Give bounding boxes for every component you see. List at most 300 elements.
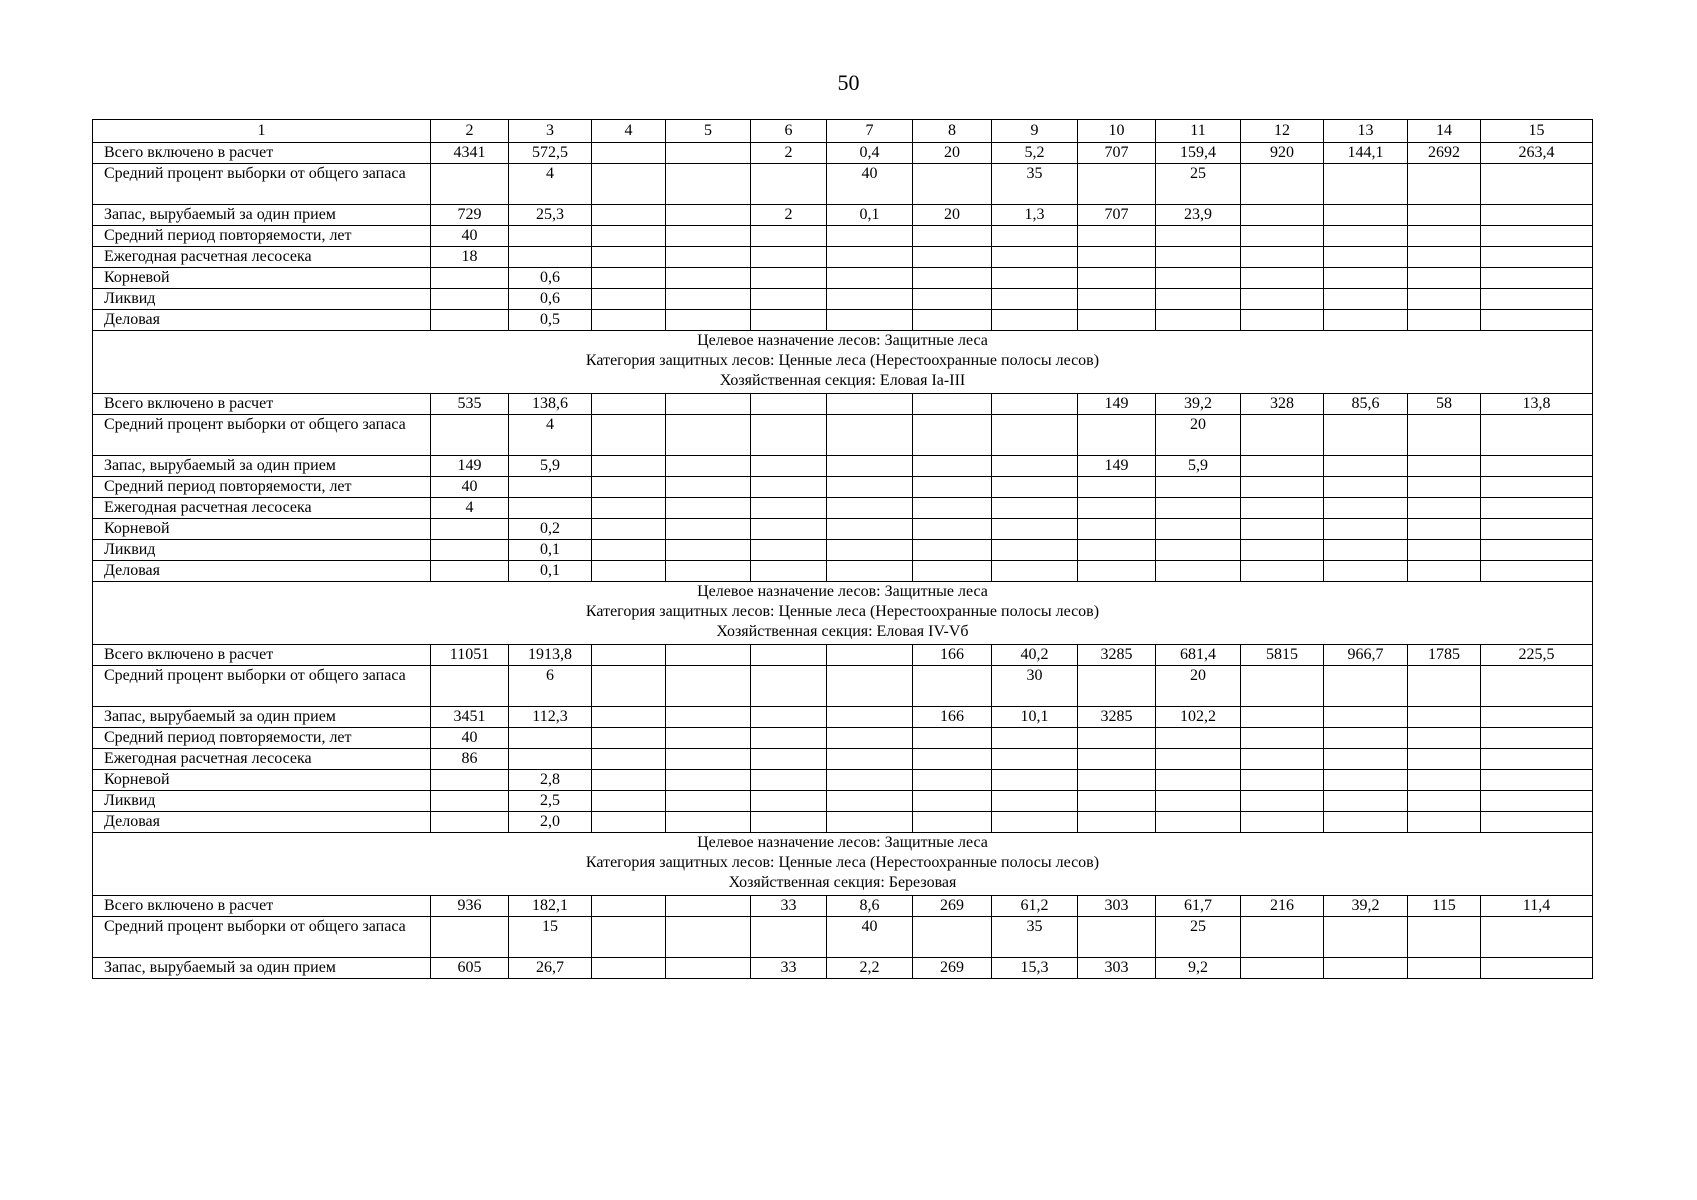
table-cell: 2,5: [509, 791, 592, 812]
table-cell: [1324, 707, 1408, 728]
table-cell: [592, 477, 666, 498]
table-cell: 269: [913, 896, 992, 917]
section-header: [93, 582, 1593, 645]
table-cell: [1241, 666, 1324, 707]
table-row: [93, 289, 1593, 310]
column-header: 7: [827, 120, 913, 143]
table-cell: [751, 289, 827, 310]
table-cell: [1481, 289, 1593, 310]
table-cell: [666, 289, 751, 310]
table-cell: [1481, 728, 1593, 749]
table-cell: [1324, 540, 1408, 561]
table-cell: [666, 456, 751, 477]
table-cell: [1324, 289, 1408, 310]
table-row: [93, 645, 1593, 666]
table-cell: [1156, 226, 1241, 247]
section-line: Целевое назначение лесов: Защитные леса: [697, 834, 988, 851]
section-header-row: [93, 331, 1593, 394]
table-cell: [592, 770, 666, 791]
table-cell: 144,1: [1324, 143, 1408, 164]
table-cell: 40: [431, 477, 509, 498]
table-cell: [992, 812, 1078, 833]
table-cell: [666, 164, 751, 205]
table-cell: [827, 812, 913, 833]
table-cell: 11,4: [1481, 896, 1593, 917]
table-cell: [827, 310, 913, 331]
table-cell: [1408, 666, 1481, 707]
table-row: [93, 770, 1593, 791]
table-row: [93, 498, 1593, 519]
table-cell: [913, 268, 992, 289]
table-cell: [1078, 519, 1156, 540]
table-cell: [751, 666, 827, 707]
table-cell: 0,4: [827, 143, 913, 164]
table-cell: [666, 749, 751, 770]
table-cell: [1241, 456, 1324, 477]
table-cell: [666, 770, 751, 791]
table-cell: 166: [913, 707, 992, 728]
table-cell: [992, 268, 1078, 289]
table-cell: [1481, 749, 1593, 770]
row-label: Средний период повторяемости, лет: [93, 477, 431, 498]
row-label: Ежегодная расчетная лесосека: [93, 247, 431, 268]
table-cell: [1408, 958, 1481, 979]
table-cell: 936: [431, 896, 509, 917]
table-cell: [509, 498, 592, 519]
table-cell: 4: [509, 415, 592, 456]
table-cell: 25: [1156, 164, 1241, 205]
table-cell: [913, 498, 992, 519]
table-cell: [1408, 477, 1481, 498]
table-cell: 966,7: [1324, 645, 1408, 666]
table-cell: [431, 415, 509, 456]
table-row: [93, 519, 1593, 540]
column-header: 10: [1078, 120, 1156, 143]
column-header: 9: [992, 120, 1078, 143]
table-cell: [592, 645, 666, 666]
table-cell: 102,2: [1156, 707, 1241, 728]
table-cell: [1156, 728, 1241, 749]
table-cell: [1481, 205, 1593, 226]
table-cell: [1408, 498, 1481, 519]
table-cell: 9,2: [1156, 958, 1241, 979]
table-cell: [827, 226, 913, 247]
table-cell: [592, 289, 666, 310]
table-cell: [1078, 666, 1156, 707]
table-row: [93, 143, 1593, 164]
table-cell: [1408, 226, 1481, 247]
header-row: [93, 120, 1593, 143]
table-cell: [913, 164, 992, 205]
table-cell: [1241, 415, 1324, 456]
section-header-row: [93, 833, 1593, 896]
table-cell: 920: [1241, 143, 1324, 164]
table-cell: [666, 896, 751, 917]
table-cell: [827, 707, 913, 728]
section-line: Категория защитных лесов: Ценные леса (Нерестоохранные полосы лесов): [585, 854, 1100, 871]
table-cell: [751, 917, 827, 958]
table-cell: [751, 310, 827, 331]
table-cell: [666, 477, 751, 498]
section-line: Категория защитных лесов: Ценные леса (Нерестоохранные полосы лесов): [585, 352, 1100, 369]
table-cell: 535: [431, 394, 509, 415]
table-cell: [1241, 226, 1324, 247]
table-cell: [1241, 812, 1324, 833]
table-cell: [1078, 415, 1156, 456]
table-row: [93, 226, 1593, 247]
table-cell: [509, 728, 592, 749]
table-cell: 0,6: [509, 289, 592, 310]
table-cell: 2: [751, 143, 827, 164]
table-cell: [1241, 205, 1324, 226]
table-cell: 26,7: [509, 958, 592, 979]
table-cell: [1241, 164, 1324, 205]
table-cell: [751, 645, 827, 666]
table-cell: 2692: [1408, 143, 1481, 164]
table-row: [93, 812, 1593, 833]
table-row: [93, 247, 1593, 268]
table-cell: [1408, 561, 1481, 582]
table-cell: [509, 247, 592, 268]
row-label: Средний процент выборки от общего запаса: [93, 415, 431, 456]
table-cell: [431, 812, 509, 833]
table-cell: 681,4: [1156, 645, 1241, 666]
table-cell: [592, 205, 666, 226]
table-cell: 328: [1241, 394, 1324, 415]
table-cell: [913, 749, 992, 770]
table-cell: [751, 770, 827, 791]
table-cell: [1324, 310, 1408, 331]
table-cell: [1408, 247, 1481, 268]
table-cell: [592, 164, 666, 205]
table-row: [93, 415, 1593, 456]
table-cell: 13,8: [1481, 394, 1593, 415]
table-cell: [751, 728, 827, 749]
table-cell: [1408, 268, 1481, 289]
table-cell: 20: [1156, 415, 1241, 456]
table-cell: [592, 519, 666, 540]
table-cell: [592, 749, 666, 770]
table-cell: 3451: [431, 707, 509, 728]
table-cell: [1156, 770, 1241, 791]
table-cell: [592, 247, 666, 268]
table-cell: 149: [1078, 394, 1156, 415]
table-cell: [827, 519, 913, 540]
table-cell: 269: [913, 958, 992, 979]
table-cell: 39,2: [1156, 394, 1241, 415]
table-cell: 40: [827, 917, 913, 958]
table-cell: [827, 498, 913, 519]
table-cell: [1324, 268, 1408, 289]
table-cell: [992, 561, 1078, 582]
table-cell: 40: [431, 728, 509, 749]
table-cell: [1241, 310, 1324, 331]
table-cell: [751, 477, 827, 498]
table-cell: [666, 666, 751, 707]
table-row: [93, 666, 1593, 707]
row-label: Запас, вырубаемый за один прием: [93, 958, 431, 979]
table-cell: [431, 289, 509, 310]
table-cell: [1156, 519, 1241, 540]
table-cell: [1408, 917, 1481, 958]
table-cell: [666, 728, 751, 749]
table-cell: 23,9: [1156, 205, 1241, 226]
table-cell: [992, 310, 1078, 331]
table-cell: [827, 749, 913, 770]
table-cell: [1324, 917, 1408, 958]
table-cell: [1324, 415, 1408, 456]
table-cell: 0,1: [509, 540, 592, 561]
table-cell: 40,2: [992, 645, 1078, 666]
table-cell: [1241, 477, 1324, 498]
table-cell: [751, 707, 827, 728]
table-cell: 225,5: [1481, 645, 1593, 666]
table-cell: [1481, 498, 1593, 519]
table-cell: [1481, 917, 1593, 958]
table-cell: [751, 812, 827, 833]
row-label: Ликвид: [93, 540, 431, 561]
table-row: [93, 205, 1593, 226]
table-cell: [992, 749, 1078, 770]
table-cell: [592, 728, 666, 749]
table-cell: [1156, 477, 1241, 498]
table-cell: 149: [1078, 456, 1156, 477]
table-cell: [827, 666, 913, 707]
table-cell: [913, 561, 992, 582]
section-line: Целевое назначение лесов: Защитные леса: [697, 583, 988, 600]
table-cell: 40: [431, 226, 509, 247]
table-cell: [1078, 477, 1156, 498]
table-cell: [1241, 707, 1324, 728]
data-table: [92, 119, 1593, 979]
table-cell: [1156, 791, 1241, 812]
table-cell: [1324, 226, 1408, 247]
table-cell: [1078, 812, 1156, 833]
table-cell: 3285: [1078, 707, 1156, 728]
table-cell: [1481, 415, 1593, 456]
row-label: Ликвид: [93, 791, 431, 812]
table-cell: 6: [509, 666, 592, 707]
table-cell: [913, 415, 992, 456]
table-cell: [431, 561, 509, 582]
section-header: [93, 331, 1593, 394]
table-cell: [666, 415, 751, 456]
table-body: [93, 120, 1593, 979]
table-cell: 20: [913, 205, 992, 226]
table-cell: 112,3: [509, 707, 592, 728]
table-cell: [913, 770, 992, 791]
table-cell: [1078, 561, 1156, 582]
table-row: [93, 749, 1593, 770]
table-cell: [1481, 770, 1593, 791]
table-cell: 216: [1241, 896, 1324, 917]
table-cell: [751, 791, 827, 812]
table-cell: [1078, 268, 1156, 289]
table-cell: [1408, 540, 1481, 561]
column-header: 14: [1408, 120, 1481, 143]
table-cell: [1241, 289, 1324, 310]
table-cell: [592, 896, 666, 917]
table-cell: 2,8: [509, 770, 592, 791]
table-cell: [913, 519, 992, 540]
table-cell: 2,2: [827, 958, 913, 979]
column-header: 12: [1241, 120, 1324, 143]
table-cell: [1481, 310, 1593, 331]
table-cell: [1241, 728, 1324, 749]
table-cell: 15,3: [992, 958, 1078, 979]
table-row: [93, 477, 1593, 498]
table-cell: [666, 519, 751, 540]
table-cell: [1241, 561, 1324, 582]
column-header: 4: [592, 120, 666, 143]
table-cell: [1241, 498, 1324, 519]
table-cell: [992, 456, 1078, 477]
table-cell: [1481, 268, 1593, 289]
table-cell: 1785: [1408, 645, 1481, 666]
table-cell: [1481, 666, 1593, 707]
table-cell: [1408, 310, 1481, 331]
table-cell: [1324, 958, 1408, 979]
table-cell: [1481, 456, 1593, 477]
table-cell: 263,4: [1481, 143, 1593, 164]
row-label: Деловая: [93, 310, 431, 331]
table-row: [93, 310, 1593, 331]
row-label: Средний процент выборки от общего запаса: [93, 666, 431, 707]
table-cell: 707: [1078, 143, 1156, 164]
table-cell: 0,2: [509, 519, 592, 540]
table-cell: [1078, 728, 1156, 749]
table-cell: 30: [992, 666, 1078, 707]
table-cell: [592, 791, 666, 812]
row-label: Корневой: [93, 770, 431, 791]
table-cell: [827, 268, 913, 289]
column-header: 1: [93, 120, 431, 143]
table-cell: [751, 226, 827, 247]
row-label: Деловая: [93, 812, 431, 833]
table-cell: [431, 540, 509, 561]
table-cell: 39,2: [1324, 896, 1408, 917]
table-cell: [1078, 164, 1156, 205]
table-cell: 10,1: [992, 707, 1078, 728]
table-cell: 33: [751, 896, 827, 917]
table-cell: [666, 205, 751, 226]
column-header: 3: [509, 120, 592, 143]
table-row: [93, 268, 1593, 289]
table-cell: [992, 540, 1078, 561]
table-cell: 166: [913, 645, 992, 666]
table-cell: [666, 812, 751, 833]
table-cell: 4: [509, 164, 592, 205]
table-cell: 0,5: [509, 310, 592, 331]
table-cell: 5,9: [1156, 456, 1241, 477]
table-cell: [992, 519, 1078, 540]
table-cell: [1156, 812, 1241, 833]
table-cell: 182,1: [509, 896, 592, 917]
table-cell: [913, 310, 992, 331]
table-cell: [913, 728, 992, 749]
table-cell: [1241, 749, 1324, 770]
table-cell: 5,2: [992, 143, 1078, 164]
table-cell: [1324, 205, 1408, 226]
table-cell: [592, 498, 666, 519]
table-cell: [1078, 791, 1156, 812]
table-cell: [1324, 770, 1408, 791]
table-cell: [592, 917, 666, 958]
table-cell: [913, 812, 992, 833]
table-cell: [592, 415, 666, 456]
row-label: Ежегодная расчетная лесосека: [93, 498, 431, 519]
column-header: 8: [913, 120, 992, 143]
column-header: 2: [431, 120, 509, 143]
table-cell: [751, 540, 827, 561]
table-row: [93, 561, 1593, 582]
table-cell: [751, 519, 827, 540]
table-cell: [913, 247, 992, 268]
row-label: Средний процент выборки от общего запаса: [93, 164, 431, 205]
table-cell: [913, 289, 992, 310]
section-header: [93, 833, 1593, 896]
table-cell: [1481, 519, 1593, 540]
table-cell: [666, 310, 751, 331]
table-cell: [1324, 728, 1408, 749]
table-cell: [1156, 289, 1241, 310]
section-line: Категория защитных лесов: Ценные леса (Нерестоохранные полосы лесов): [585, 603, 1100, 620]
table-cell: [913, 226, 992, 247]
table-cell: [509, 226, 592, 247]
table-cell: [1481, 164, 1593, 205]
table-cell: [592, 143, 666, 164]
table-cell: [666, 707, 751, 728]
table-cell: [1408, 415, 1481, 456]
table-cell: [431, 519, 509, 540]
table-cell: [992, 770, 1078, 791]
section-line: Хозяйственная секция: Еловая IV-Vб: [716, 623, 969, 640]
row-label: Ежегодная расчетная лесосека: [93, 749, 431, 770]
table-cell: [913, 917, 992, 958]
table-cell: 25,3: [509, 205, 592, 226]
table-cell: [1481, 561, 1593, 582]
table-cell: 3285: [1078, 645, 1156, 666]
table-cell: [666, 498, 751, 519]
table-cell: [592, 666, 666, 707]
table-cell: [592, 561, 666, 582]
table-cell: [666, 540, 751, 561]
table-cell: [592, 226, 666, 247]
table-cell: 0,1: [509, 561, 592, 582]
table-cell: [1156, 268, 1241, 289]
section-line: Хозяйственная секция: Березовая: [728, 874, 957, 891]
table-cell: [431, 917, 509, 958]
row-label: Ликвид: [93, 289, 431, 310]
table-cell: [666, 226, 751, 247]
table-cell: 35: [992, 917, 1078, 958]
table-cell: 1913,8: [509, 645, 592, 666]
row-label: Всего включено в расчет: [93, 143, 431, 164]
page-number: 50: [837, 70, 860, 95]
table-cell: [827, 415, 913, 456]
table-cell: [592, 268, 666, 289]
row-label: Деловая: [93, 561, 431, 582]
table-cell: [592, 707, 666, 728]
table-cell: [592, 456, 666, 477]
table-cell: [1481, 707, 1593, 728]
table-cell: [1241, 958, 1324, 979]
table-cell: 4: [431, 498, 509, 519]
table-cell: [827, 728, 913, 749]
table-cell: 115: [1408, 896, 1481, 917]
table-cell: [992, 791, 1078, 812]
table-cell: [992, 247, 1078, 268]
